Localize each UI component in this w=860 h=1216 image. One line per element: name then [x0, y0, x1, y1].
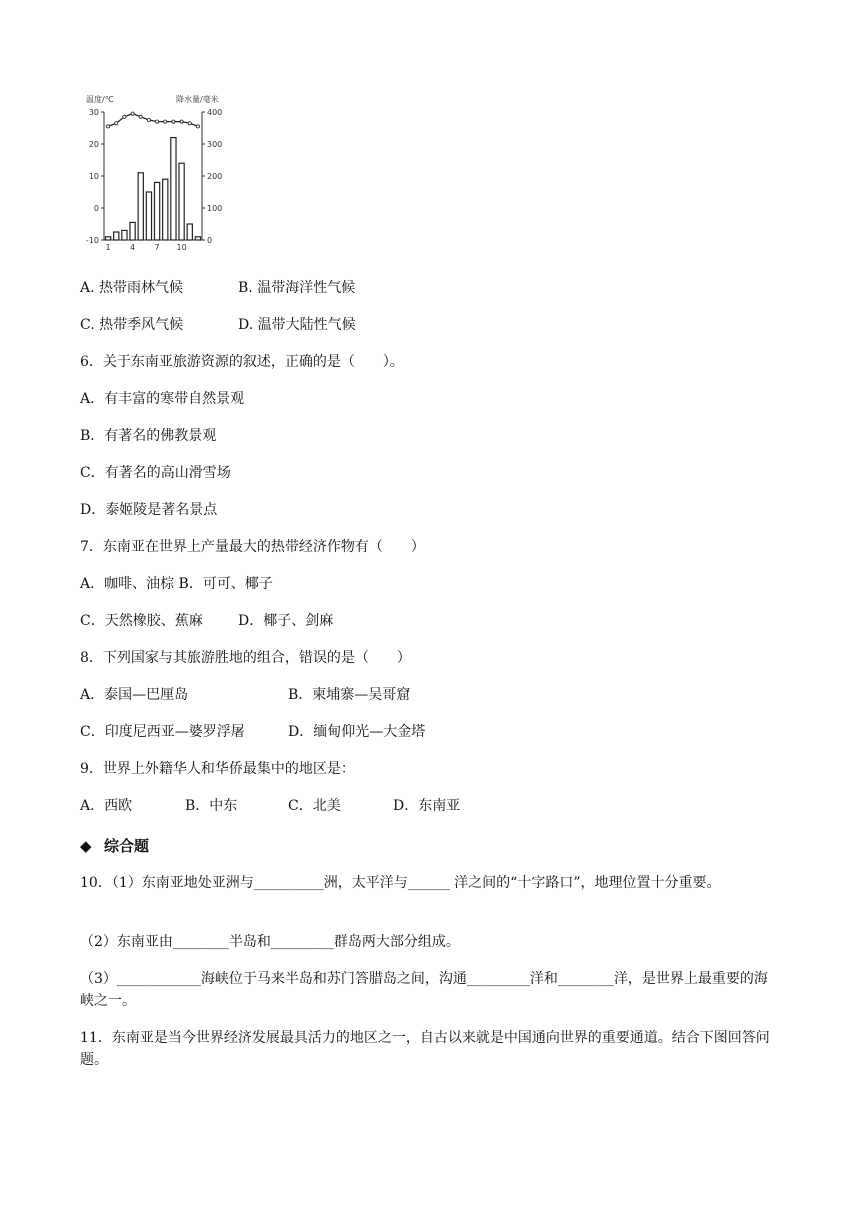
month-tick-label: 10: [176, 243, 187, 252]
temperature-point: [131, 112, 134, 115]
precipitation-bar: [122, 230, 127, 240]
precipitation-bar: [130, 222, 135, 240]
precipitation-bar: [195, 237, 200, 240]
precipitation-bar: [171, 138, 176, 240]
q6-option-b[interactable]: B．有著名的佛教景观: [80, 428, 217, 444]
precip-tick-label: 0: [207, 236, 213, 245]
temperature-point: [180, 120, 183, 123]
precipitation-bar: [138, 173, 143, 240]
precipitation-bar: [187, 224, 192, 240]
month-tick-label: 4: [130, 243, 136, 252]
temp-tick-label: 10: [88, 172, 99, 181]
temperature-point: [106, 125, 109, 128]
q10-part-1: 10．（1）东南亚地处亚洲与__________洲，太平洋与______ 洋之间的“十字路口”，地理位置十分重要。: [80, 875, 721, 891]
precip-tick-label: 400: [207, 108, 223, 117]
temperature-point: [139, 115, 142, 118]
month-tick-label: 1: [105, 243, 111, 252]
q8-row-2: [80, 722, 426, 742]
temperature-point: [155, 120, 158, 123]
q9-option-d[interactable]: D．东南亚: [393, 798, 461, 814]
q9-stem: 9．世界上外籍华人和华侨最集中的地区是：: [80, 761, 355, 777]
temp-tick-label: -10: [85, 236, 99, 245]
q8-row-1: [80, 685, 411, 705]
q9-option-a[interactable]: A．西欧: [80, 798, 133, 814]
temperature-point: [196, 125, 199, 128]
precip-tick-label: 200: [207, 172, 223, 181]
precipitation-bars: [105, 138, 200, 240]
temperature-point: [123, 115, 126, 118]
q10-part-3: （3）____________海峡位于马来半岛和苏门答腊岛之间，沟通_________洋和________洋，是世界上最重要的海峡之一。: [80, 971, 768, 1009]
q8-stem: 8．下列国家与其旅游胜地的组合，错误的是（ ）: [80, 650, 411, 666]
temp-tick-label: 30: [88, 108, 99, 117]
temperature-point: [147, 118, 150, 121]
temperature-point: [115, 122, 118, 125]
temperature-point: [164, 120, 167, 123]
q6-option-d[interactable]: D．泰姬陵是著名景点: [80, 502, 218, 518]
q8-option-c[interactable]: C．印度尼西亚—婆罗浮屠: [80, 724, 245, 740]
q6-stem: 6．关于东南亚旅游资源的叙述，正确的是（ ）。: [80, 354, 404, 370]
precipitation-bar: [114, 232, 119, 240]
section-header: [80, 835, 149, 856]
q5-option-c[interactable]: C. 热带季风气候: [80, 317, 184, 333]
precipitation-bar: [105, 237, 110, 240]
precip-axis-label: 降水量/毫米: [176, 95, 219, 104]
temperature-curve: [108, 114, 198, 127]
diamond-icon: ◆: [80, 837, 92, 855]
climate-chart: [82, 90, 232, 255]
temp-tick-label: 20: [88, 140, 99, 149]
q7-option-c[interactable]: C．天然橡胶、蕉麻: [80, 613, 203, 629]
q5-option-a[interactable]: A. 热带雨林气候: [80, 280, 184, 296]
q5-row-2: [80, 315, 356, 335]
q6-option-a[interactable]: A．有丰富的寒带自然景观: [80, 391, 245, 407]
q9-option-b[interactable]: B．中东: [185, 798, 238, 814]
q6-option-c[interactable]: C．有著名的高山滑雪场: [80, 465, 231, 481]
month-tick-label: 7: [154, 243, 160, 252]
q8-option-b[interactable]: B．柬埔寨—吴哥窟: [288, 687, 411, 703]
q7-stem: 7．东南亚在世界上产量最大的热带经济作物有（ ）: [80, 539, 425, 555]
q7-row-2: [80, 611, 334, 631]
temperature-line: [106, 112, 199, 128]
q10-part-2: （2）东南亚由________半岛和_________群岛两大部分组成。: [80, 934, 460, 950]
precip-tick-label: 100: [207, 204, 223, 213]
precipitation-bar: [179, 163, 184, 240]
q9-option-c[interactable]: C．北美: [288, 798, 341, 814]
temp-tick-label: 0: [93, 204, 99, 213]
q7-option-ab[interactable]: A．咖啡、油棕 B．可可、椰子: [80, 576, 273, 592]
precipitation-bar: [154, 182, 159, 240]
temperature-point: [172, 120, 175, 123]
temperature-point: [188, 122, 191, 125]
q5-row-1: [80, 278, 356, 298]
q8-option-d[interactable]: D．缅甸仰光—大金塔: [288, 724, 426, 740]
chart-frame: [104, 112, 202, 240]
precipitation-bar: [146, 192, 151, 240]
precip-tick-label: 300: [207, 140, 223, 149]
section-title: 综合题: [104, 837, 150, 855]
q5-option-d[interactable]: D. 温带大陆性气候: [238, 317, 356, 333]
q11-stem: 11．东南亚是当今世界经济发展最具活力的地区之一，自古以来就是中国通向世界的重要通道。结合下图回答问题。: [80, 1030, 770, 1068]
precipitation-bar: [163, 179, 168, 240]
q7-option-d[interactable]: D．椰子、剑麻: [238, 613, 334, 629]
q5-option-b[interactable]: B. 温带海洋性气候: [238, 280, 356, 296]
q9-options: [80, 796, 461, 816]
q8-option-a[interactable]: A．泰国—巴厘岛: [80, 687, 189, 703]
temp-axis-label: 温度/℃: [86, 95, 114, 104]
